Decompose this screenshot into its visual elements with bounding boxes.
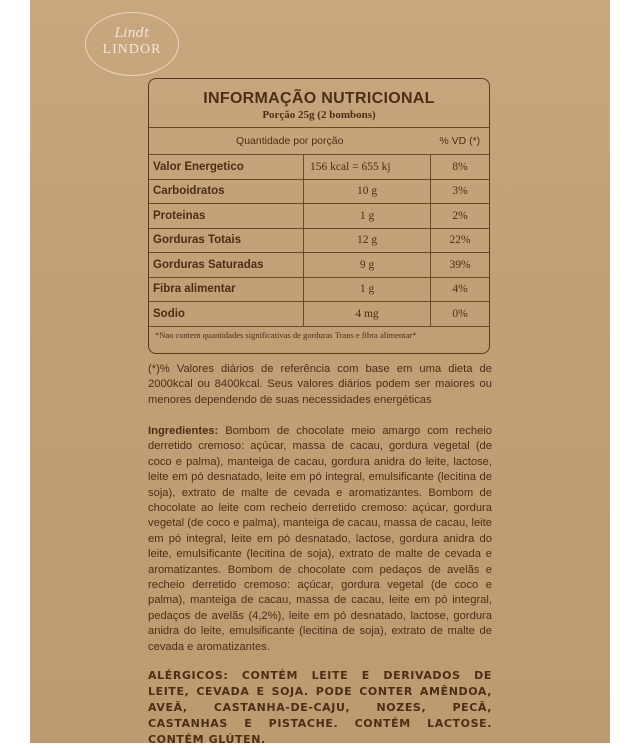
nutrient-qty: 10 g	[304, 179, 431, 204]
nutrient-vd: 3%	[431, 179, 490, 204]
nutrient-qty: 156 kcal = 655 kj	[304, 155, 431, 180]
nutrient-label: Proteinas	[149, 204, 304, 229]
ingredients-text: Bombom de chocolate meio amargo com recheio derretido cremoso: açúcar, massa de cacau, gordura vegetal (de coco e palma), manteiga de cacau, gordura anidra do leite, lactose, leite em pó desnatado, leite em pó integral, emulsificante (lecitina de soja), extrato de malte de cevada e aromatizantes. Bombom de chocolate ao leite com recheio derretido cremoso: açúcar, gordura vegetal (de coco e palma), manteiga de cacau, massa de cacau, leite em pó integral, leite em pó desnatado, lactose, gordura anidra do leite, emulsificante (lecitina de soja), extrato de malte de cevada e aromatizantes. Bombom de chocolate com pedaços de avelãs e recheio derretido cremoso: açúcar, gordura vegetal (de coco e palma), manteiga de cacau, massa de cacau, leite em pó integral, pedaços de avelãs (4,2%), leite em pó desnatado, lactose, gordura anidra do leite, emulsificante (lecitina de soja), extrato de malte de cevada e aromatizantes.	[148, 425, 492, 653]
logo-brand: LINDOR	[102, 42, 162, 57]
table-footnote: *Nao contem quantidades significativas de gorduras Trans e fibra alimentar*	[149, 326, 489, 346]
ingredients-label: Ingredientes:	[148, 425, 219, 437]
nutrient-qty: 9 g	[304, 253, 431, 278]
nutrient-qty: 1 g	[304, 277, 431, 302]
table-row	[149, 204, 489, 229]
nutrient-label: Valor Energetico	[149, 155, 304, 180]
nutrient-label: Sodio	[149, 302, 304, 326]
nutrient-vd: 8%	[431, 155, 490, 180]
qty-header: Quantidade por porção	[149, 128, 431, 155]
nutrient-vd: 2%	[431, 204, 490, 229]
daily-values-note: (*)% Valores diários de referência com base em uma dieta de 2000kcal ou 8400kcal. Seus valores diários podem ser maiores ou menores dependendo de suas necessidades energéticas	[148, 363, 492, 406]
nutrition-table-card	[148, 78, 490, 354]
nutrient-label: Carboidratos	[149, 179, 304, 204]
table-row	[149, 277, 489, 302]
nutrient-qty: 4 mg	[304, 302, 431, 326]
ingredients-paragraph	[148, 424, 492, 655]
nutrient-label: Gorduras Totais	[149, 228, 304, 253]
table-row	[149, 228, 489, 253]
nutrient-vd: 0%	[431, 302, 490, 326]
nutrient-qty: 1 g	[304, 204, 431, 229]
nutrition-title: INFORMAÇÃO NUTRICIONAL	[203, 90, 435, 107]
table-header-row	[149, 128, 489, 155]
logo-script: Lindt	[114, 26, 150, 41]
serving-size: Porção 25g (2 bombons)	[262, 109, 376, 121]
vd-header: % VD (*)	[431, 128, 490, 155]
allergens-warning: ALÉRGICOS: CONTÉM LEITE E DERIVADOS DE LEITE, CEVADA E SOJA. PODE CONTER AMÊNDOA, AVEÃ, CASTANHA-DE-CAJU, NOZES, PECÃ, CASTANHAS E PISTACHE. CONTÉM LACTOSE. CONTÉM GLÚTEN.	[148, 669, 492, 746]
nutrient-vd: 39%	[431, 253, 490, 278]
nutrient-label: Fibra alimentar	[149, 277, 304, 302]
nutrient-vd: 4%	[431, 277, 490, 302]
nutrient-label: Gorduras Saturadas	[149, 253, 304, 278]
table-row	[149, 155, 489, 180]
brand-logo	[85, 12, 179, 76]
table-row	[149, 253, 489, 278]
nutrient-vd: 22%	[431, 228, 490, 253]
table-row	[149, 179, 489, 204]
nutrient-qty: 12 g	[304, 228, 431, 253]
nutrition-table	[149, 127, 489, 326]
table-row	[149, 302, 489, 326]
